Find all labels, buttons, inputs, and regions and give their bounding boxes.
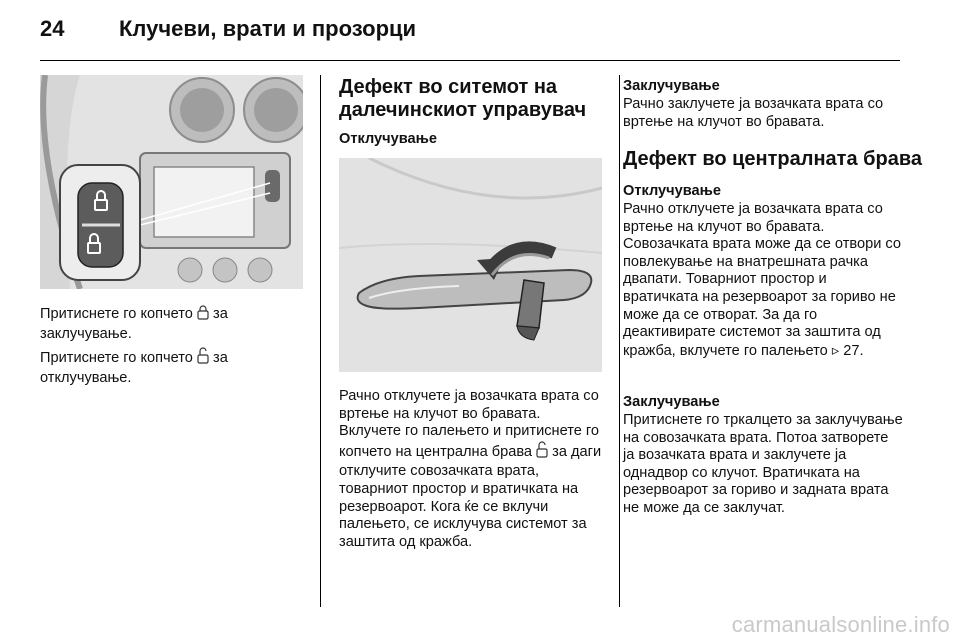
column-divider-2 [619,75,620,607]
watermark: carmanualsonline.info [731,612,950,637]
col3-unlocking-paragraph [623,201,903,360]
text-run: за даги отклучите совозачката врата, товарниот простор и вратичката на резервоарот. Кога ќе се вклучи палењето, се исклучува системот за заштита од кражба. [339,443,602,550]
lock-open-icon [197,347,209,370]
central-lock-buttons-illustration [40,75,303,289]
press-unlock-paragraph [40,347,302,387]
press-lock-paragraph [40,305,302,343]
page-title: Клучеви, врати и прозорци [119,16,417,41]
remote-control-failure-heading: Дефект во ситемот на далечинскиот управувач [339,76,587,121]
col3-locking-paragraph-1: Рачно заклучете ја возачката врата со вртење на клучот во бравата. [623,96,884,130]
page-reference: 27. [839,342,864,359]
col2-paragraph [339,388,603,551]
header-rule [40,60,900,61]
text-run: Рачно отклучете ја возачката врата со вртење на клучот во бравата. Вклучете го палењето и притиснете го копчето на централна брава [339,388,600,460]
col2-unlocking-subheading: Отклучување [339,131,438,147]
col1-text [40,305,302,387]
column-divider-1 [320,75,321,607]
col3-unlocking-subheading: Отклучување [623,183,722,199]
col3-locking-subheading-2: Заклучување [623,394,720,410]
page-reference-arrow-icon: ▹ [831,341,840,359]
text-run: Притиснете го копчето [40,306,197,322]
lock-open-icon [536,441,548,464]
text-run: за заклучување. [40,306,228,342]
door-handle-drawing [339,158,602,372]
dashboard-drawing [40,75,303,289]
text-run: за отклучување. [40,350,228,386]
door-handle-key-illustration [339,158,602,372]
page-number: 24 [40,16,65,41]
col3-locking-paragraph-2: Притиснете го тркалцето за заклучување на совозачката врата. Потоа затворете ја возачката врата и заклучете ја однадвор со клучот. Вратичката на резервоарот за гориво и задната врата не може да се заклучат. [623,412,903,516]
text-run: Рачно отклучете ја возачката врата со вртење на клучот во бравата. Совозачката врата може да се отвори со повлекување на внатрешната рачка двапати. Товарниот простор и вратичката на резервоарот за гориво не може да се отворат. За да го деактивирате системот за заштита од кражба, вклучете го палењето [623,201,901,359]
text-run: Притиснете го копчето [40,350,197,367]
col2-unlocking-paragraph [339,388,603,551]
col3-locking-subheading-1: Заклучување [623,78,720,94]
lock-closed-icon [197,305,209,326]
central-lock-failure-heading: Дефект во централната брава [623,148,923,170]
